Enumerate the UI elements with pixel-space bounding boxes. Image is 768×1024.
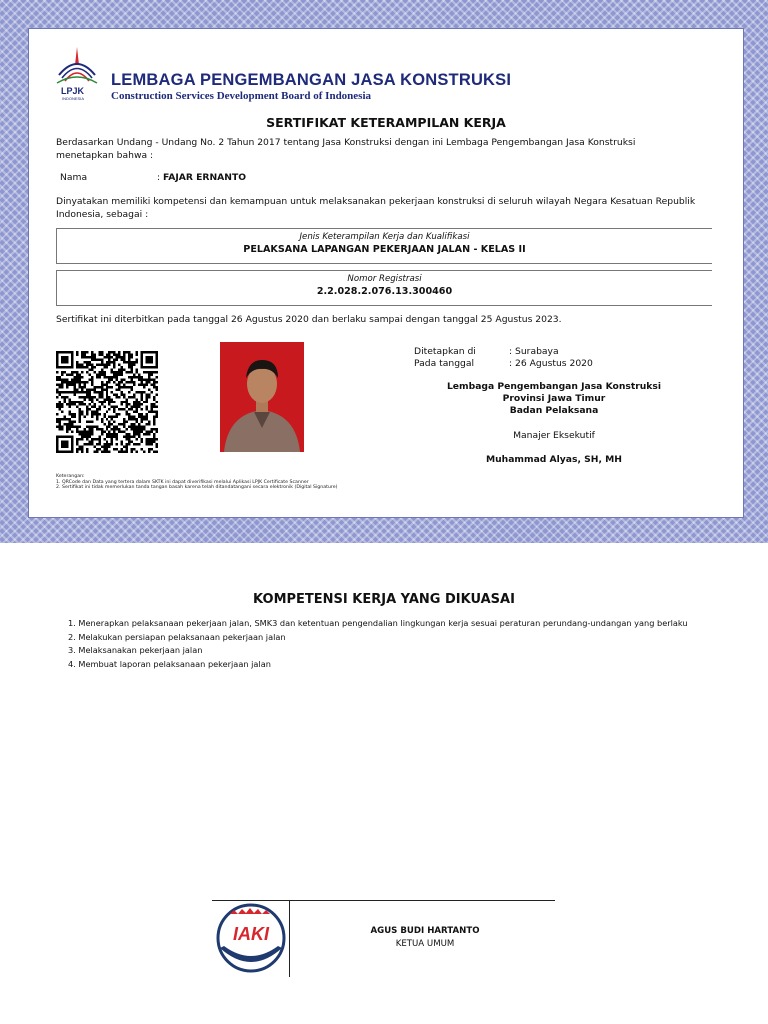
holder-name: FAJAR ERNANTO — [163, 172, 247, 183]
person-photo-icon — [220, 342, 304, 452]
skill-value: PELAKSANA LAPANGAN PEKERJAAN JALAN - KELAS II — [243, 244, 526, 255]
note-1: 1. QRCode dan Data yang tertera dalam SKTK ini dapat diverifikasi melalui Aplikasi LPJK Certificate Scanner — [56, 479, 309, 485]
registration-box — [56, 270, 712, 306]
name-separator: : — [157, 172, 161, 183]
lpjk-logo-icon — [55, 45, 99, 101]
certificate-title: SERTIFIKAT KETERAMPILAN KERJA — [266, 115, 506, 130]
skill-caption: Jenis Keterampilan Kerja dan Kualifikasi — [299, 232, 470, 242]
issued-date-label: Pada tanggal — [414, 358, 475, 369]
issuer-line-3: Badan Pelaksana — [509, 405, 599, 416]
note-2: 2. Sertifikat ini tidak memerlukan tanda tangan basah karena telah ditandatangani secara elektronik (Digital Signature) — [56, 485, 338, 490]
svg-text:LPJK: LPJK — [61, 86, 85, 96]
declaration-text: Dinyatakan memiliki kompetensi dan kemampuan untuk melaksanakan pekerjaan konstruksi di seluruh wilayah Negara Kesatuan Republik Indonesia, sebagai : — [56, 196, 696, 220]
issued-date-value: : 26 Agustus 2020 — [509, 358, 593, 369]
svg-text:INDONESIA: INDONESIA — [62, 96, 85, 101]
name-label: Nama — [60, 172, 88, 183]
registration-number: 2.2.028.2.076.13.300460 — [316, 286, 453, 297]
registration-caption: Nomor Registrasi — [347, 274, 422, 284]
issuer-line-1: Lembaga Pengembangan Jasa Konstruksi — [446, 381, 662, 392]
skill-box — [56, 228, 712, 264]
certificate-body — [28, 28, 744, 518]
org-subtitle: Construction Services Development Board of Indonesia — [111, 90, 372, 102]
svg-text:IAKI: IAKI — [233, 924, 269, 944]
intro-text: Berdasarkan Undang - Undang No. 2 Tahun 2017 tentang Jasa Konstruksi dengan ini Lembaga Pengembangan Jasa Konstruksi menetapkan bahwa : — [56, 137, 636, 161]
competency-title: KOMPETENSI KERJA YANG DIKUASAI — [253, 592, 515, 607]
list-item: 2. Melakukan persiapan pelaksanaan pekerjaan jalan — [68, 631, 286, 642]
issuer-block — [414, 381, 694, 417]
footer-signer-name: AGUS BUDI HARTANTO — [370, 926, 480, 936]
signer-name: Muhammad Alyas, SH, MH — [486, 454, 622, 465]
notes-title: Keterangan: — [56, 474, 85, 479]
footer-vertical-divider — [289, 900, 290, 977]
signer-role: Manajer Eksekutif — [513, 430, 595, 441]
footer-divider — [212, 900, 555, 901]
list-item: 3. Melaksanakan pekerjaan jalan — [68, 645, 203, 655]
iaki-logo-icon — [216, 902, 286, 974]
holder-photo — [220, 342, 304, 452]
qr-code-icon[interactable] — [56, 351, 158, 453]
footer-signer-role: KETUA UMUM — [395, 939, 455, 949]
validity-text: Sertifikat ini diterbitkan pada tanggal 26 Agustus 2020 dan berlaku sampai dengan tanggal 25 Agustus 2023. — [56, 314, 562, 325]
list-item: 1. Menerapkan pelaksanaan pekerjaan jalan, SMK3 dan ketentuan pengendalian lingkungan kerja sesuai peraturan perundang-undangan yang berlaku — [68, 618, 688, 628]
issuer-line-2: Provinsi Jawa Timur — [502, 393, 606, 404]
notes — [56, 474, 337, 491]
list-item: 4. Membuat laporan pelaksanaan pekerjaan jalan — [68, 658, 271, 669]
issued-at-label: Ditetapkan di — [414, 346, 476, 357]
org-title: LEMBAGA PENGEMBANGAN JASA KONSTRUKSI — [111, 71, 512, 89]
issued-at-value: : Surabaya — [509, 346, 559, 357]
competency-list — [68, 617, 688, 671]
